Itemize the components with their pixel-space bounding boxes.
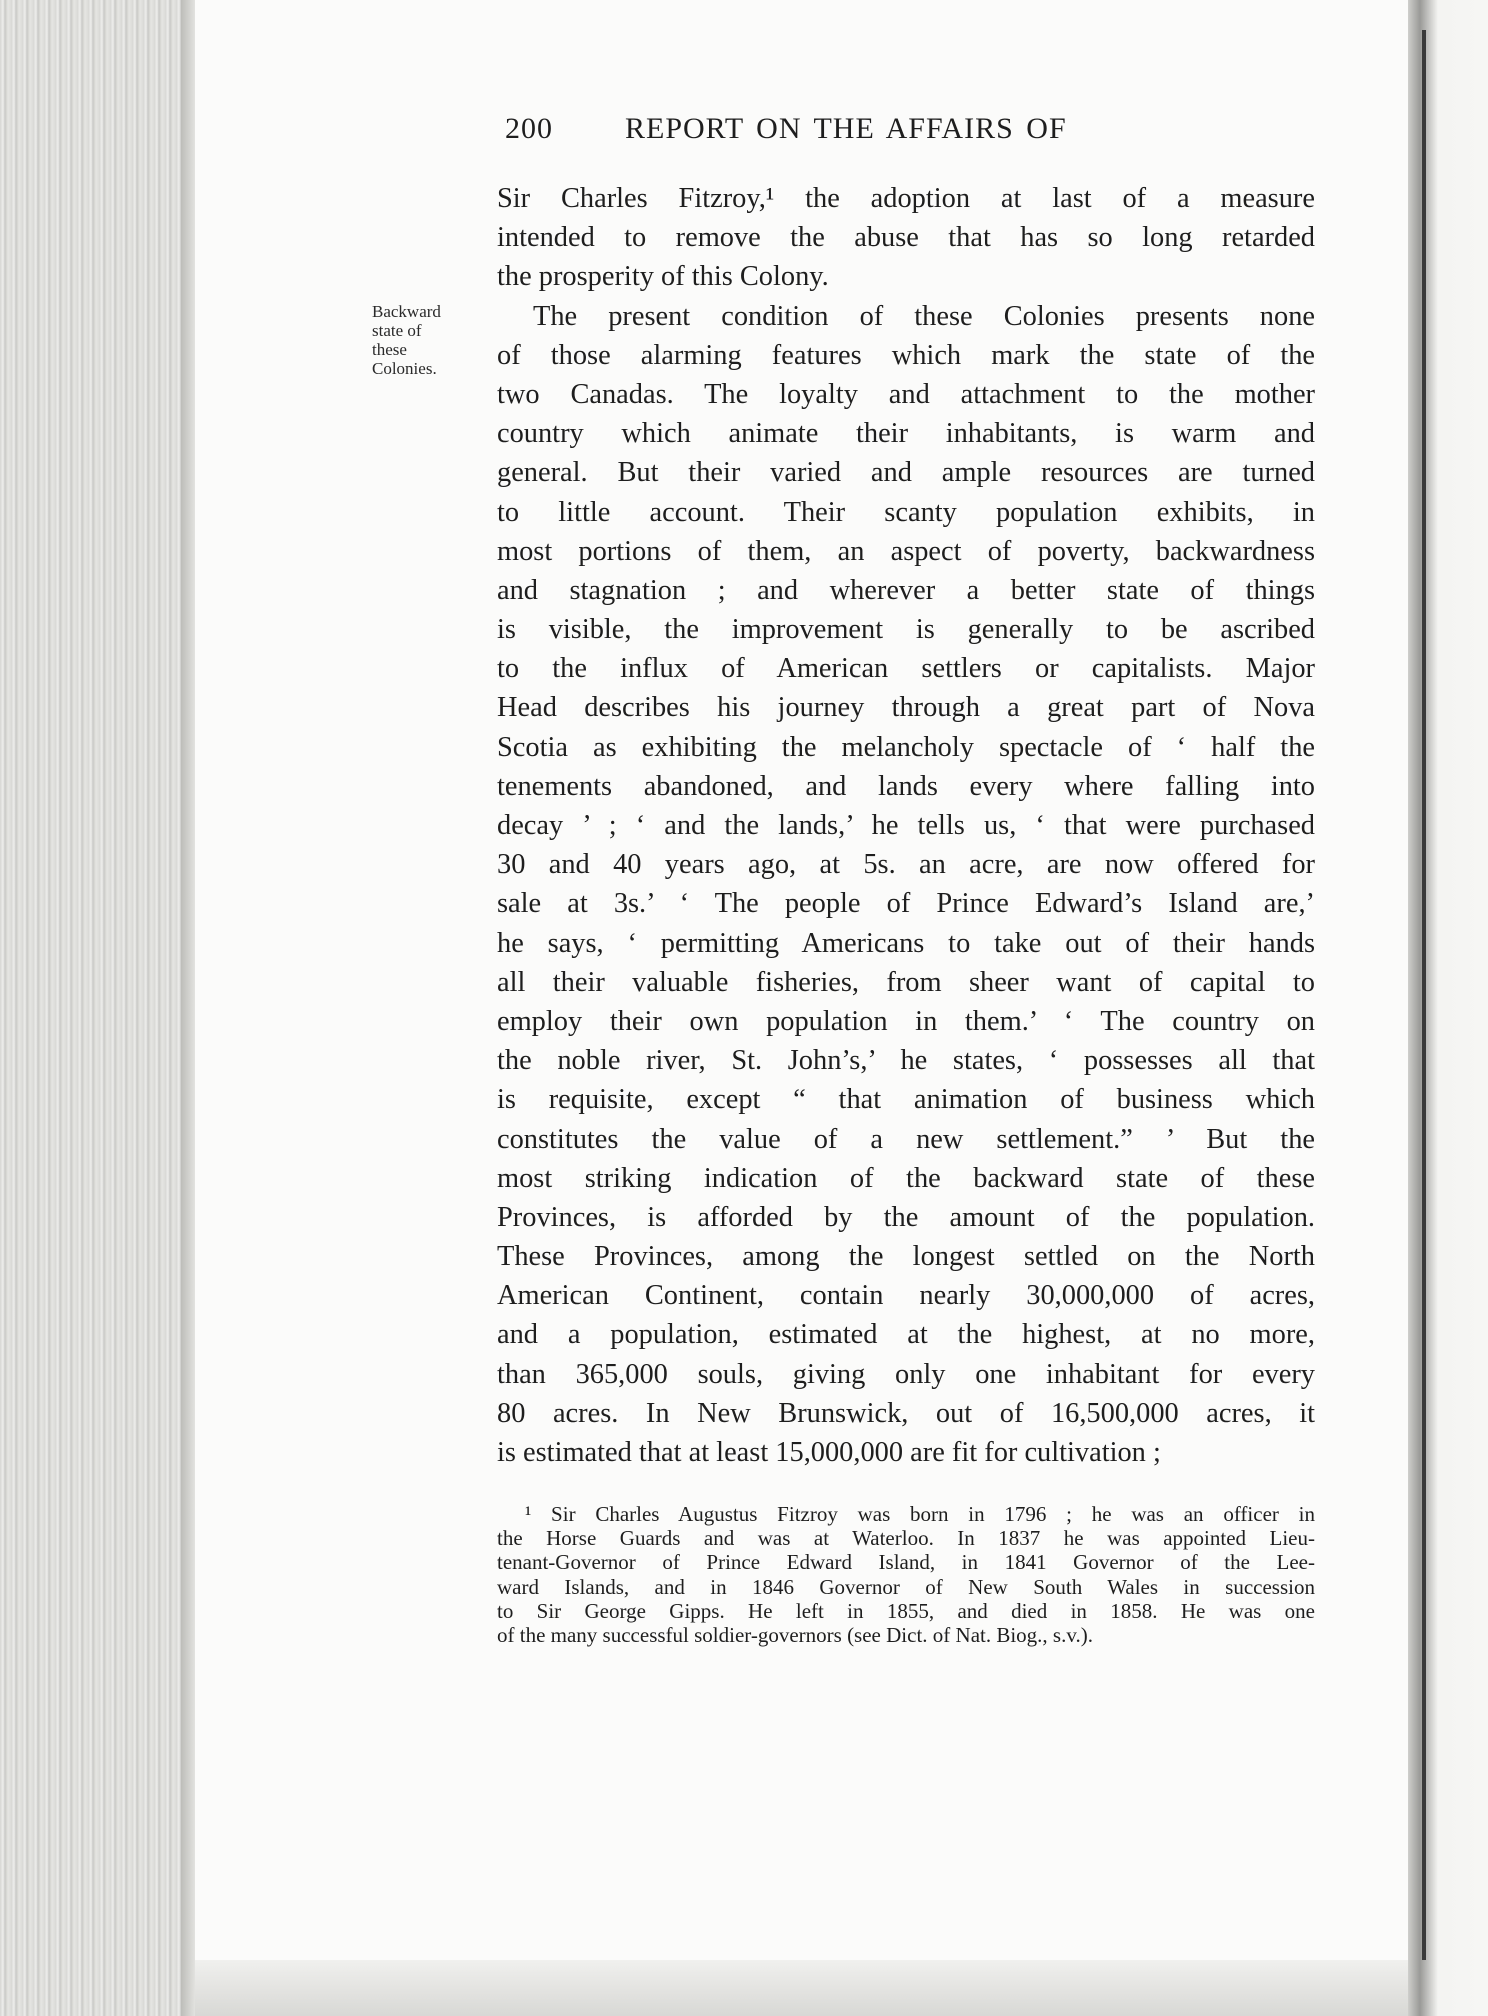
text-line: is estimated that at least 15,000,000 are fit for cultivation ; xyxy=(497,1437,1161,1468)
text-line: These Provinces, among the longest settled on the North xyxy=(497,1241,1315,1273)
text-line: Scotia as exhibiting the melancholy spectacle of ‘ half the xyxy=(497,731,1315,763)
margin-note xyxy=(372,302,492,378)
text-line: and stagnation ; and wherever a better state of things xyxy=(497,574,1315,606)
text-line: 30 and 40 years ago, at 5s. an acre, are now offered for xyxy=(497,849,1315,881)
footnote-line: to Sir George Gipps. He left in 1855, and died in 1858. He was one xyxy=(497,1598,1315,1623)
text-line: The present condition of these Colonies presents none xyxy=(533,300,1315,332)
text-line: most striking indication of the backward state of these xyxy=(497,1162,1315,1194)
margin-note-line: state of xyxy=(372,321,422,340)
text-line: intended to remove the abuse that has so long retarded xyxy=(497,222,1315,254)
margin-note-line: Colonies. xyxy=(372,359,437,378)
text-line: Head describes his journey through a great part of Nova xyxy=(497,692,1315,724)
text-line: most portions of them, an aspect of poverty, backwardness xyxy=(497,535,1315,567)
text-line: sale at 3s.’ ‘ The people of Prince Edward’s Island are,’ xyxy=(497,888,1315,920)
text-line: American Continent, contain nearly 30,000,000 of acres, xyxy=(497,1280,1315,1312)
text-line: to the influx of American settlers or capitalists. Major xyxy=(497,653,1315,685)
text-line: of those alarming features which mark the state of the xyxy=(497,339,1315,371)
text-line: Provinces, is afforded by the amount of the population. xyxy=(497,1201,1315,1233)
book-binding-edge xyxy=(1408,0,1488,2016)
page-number: 200 xyxy=(505,112,553,145)
text-line: tenements abandoned, and lands every where falling into xyxy=(497,770,1315,802)
text-line: 80 acres. In New Brunswick, out of 16,500,000 acres, it xyxy=(497,1397,1315,1429)
text-line: than 365,000 souls, giving only one inhabitant for every xyxy=(497,1358,1315,1390)
book-page-edges xyxy=(0,0,195,2016)
footnote-line: ¹ Sir Charles Augustus Fitzroy was born in 1796 ; he was an officer in xyxy=(525,1502,1315,1526)
text-line: country which animate their inhabitants, is warm and xyxy=(497,418,1315,450)
text-line: to little account. Their scanty population exhibits, in xyxy=(497,496,1315,528)
text-line: constitutes the value of a new settlement.” ’ But the xyxy=(497,1123,1315,1155)
running-title: REPORT ON THE AFFAIRS OF xyxy=(625,112,1067,145)
footnote xyxy=(497,1502,1315,1647)
text-line: and a population, estimated at the highest, at no more, xyxy=(497,1319,1315,1351)
text-line: the prosperity of this Colony. xyxy=(497,261,829,293)
text-line: general. But their varied and ample resources are turned xyxy=(497,457,1315,489)
footnote-line: ward Islands, and in 1846 Governor of New South Wales in succession xyxy=(497,1574,1315,1599)
text-line: all their valuable fisheries, from sheer want of capital to xyxy=(497,966,1315,998)
footnote-line: tenant-Governor of Prince Edward Island, in 1841 Governor of the Lee- xyxy=(497,1550,1315,1575)
text-line: he says, ‘ permitting Americans to take out of their hands xyxy=(497,927,1315,959)
text-line: Sir Charles Fitzroy,¹ the adoption at last of a measure xyxy=(497,183,1315,214)
text-line: is requisite, except “ that animation of business which xyxy=(497,1084,1315,1116)
running-head xyxy=(505,112,1185,146)
body-text xyxy=(497,179,1315,1472)
page-bottom-shadow xyxy=(195,1960,1408,2016)
margin-note-line: these xyxy=(372,340,407,359)
footnote-line: the Horse Guards and was at Waterloo. In 1837 he was appointed Lieu- xyxy=(497,1526,1315,1551)
text-line: employ their own population in them.’ ‘ The country on xyxy=(497,1005,1315,1037)
margin-note-line: Backward xyxy=(372,302,441,321)
text-line: the noble river, St. John’s,’ he states, ‘ possesses all that xyxy=(497,1045,1315,1077)
footnote-line: of the many successful soldier-governors (see Dict. of Nat. Biog., s.v.). xyxy=(497,1623,1093,1648)
text-line: decay ’ ; ‘ and the lands,’ he tells us, ‘ that were purchased xyxy=(497,810,1315,841)
text-line: two Canadas. The loyalty and attachment to the mother xyxy=(497,378,1315,410)
text-line: is visible, the improvement is generally to be ascribed xyxy=(497,614,1315,646)
